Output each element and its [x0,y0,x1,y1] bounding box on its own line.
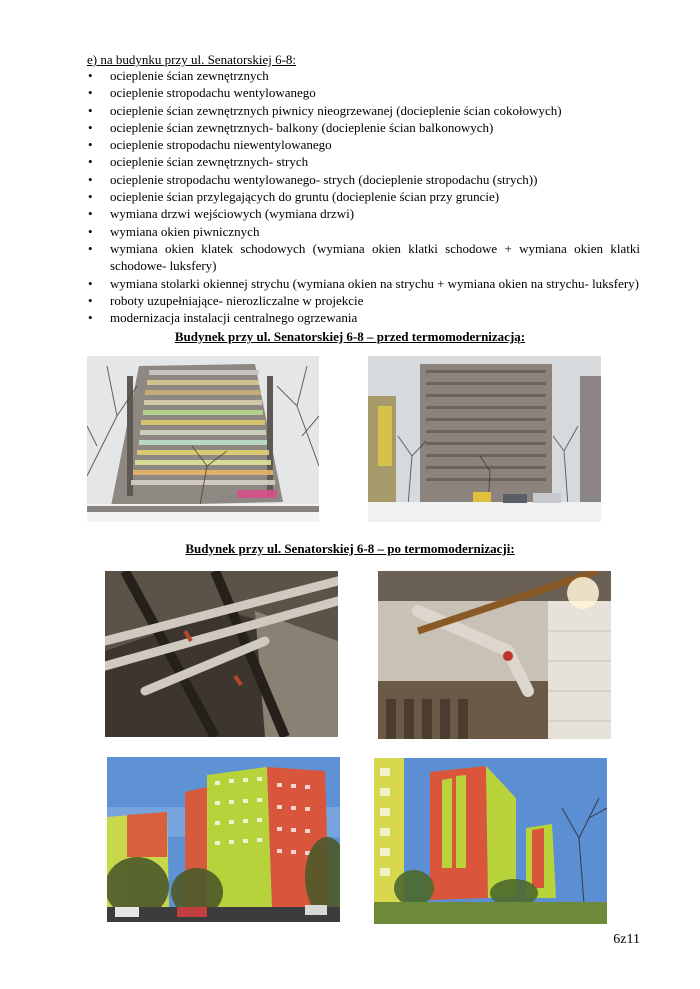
measures-list [87,67,640,326]
list-item: • ocieplenie stropodachu niewentylowanego [87,136,640,153]
section-heading: e) na budynku przy ul. Senatorskiej 6-8: [87,52,297,67]
list-item: • ocieplenie ścian zewnętrznych [87,67,640,84]
caption-before-text: Budynek przy ul. Senatorskiej 6-8 – przed termomodernizacją: [174,329,526,344]
list-item: • ocieplenie ścian zewnętrznych piwnicy nieogrzewanej (docieplenie ścian cokołowych) [87,102,640,119]
photo-after-pipes-2 [378,571,611,739]
list-item: • ocieplenie stropodachu wentylowanego- strych (docieplenie stropodachu (strych)) [87,171,640,188]
list-item: • ocieplenie ścian przylegających do gruntu (docieplenie ścian przy gruncie) [87,188,640,205]
list-item: • roboty uzupełniające- nierozliczalne w projekcie [87,292,640,309]
caption-after [0,541,700,557]
caption-before [0,329,700,345]
photo-after-building-2 [374,758,607,924]
photo-after-pipes-1 [105,571,338,737]
list-item: • modernizacja instalacji centralnego ogrzewania [87,309,640,326]
list-item: • ocieplenie ścian zewnętrznych- balkony (docieplenie ścian balkonowych) [87,119,640,136]
list-item: • wymiana drzwi wejściowych (wymiana drzwi) [87,205,640,222]
photo-before-front [87,356,319,522]
list-item: • wymiana stolarki okiennej strychu (wymiana okien na strychu + wymiana okien na strychu- luksfery) [87,275,640,292]
list-item: • wymiana okien piwnicznych [87,223,640,240]
caption-after-text: Budynek przy ul. Senatorskiej 6-8 – po termomodernizacji: [185,541,515,556]
list-item: • ocieplenie ścian zewnętrznych- strych [87,153,640,170]
photo-before-side [368,356,601,522]
list-item: • wymiana okien klatek schodowych (wymiana okien klatki schodowe + wymiana okien klatki schodowe- luksfery) [87,240,640,275]
list-item: • ocieplenie stropodachu wentylowanego [87,84,640,101]
photo-after-building-1 [107,757,340,922]
page-number: 6z11 [613,932,640,947]
